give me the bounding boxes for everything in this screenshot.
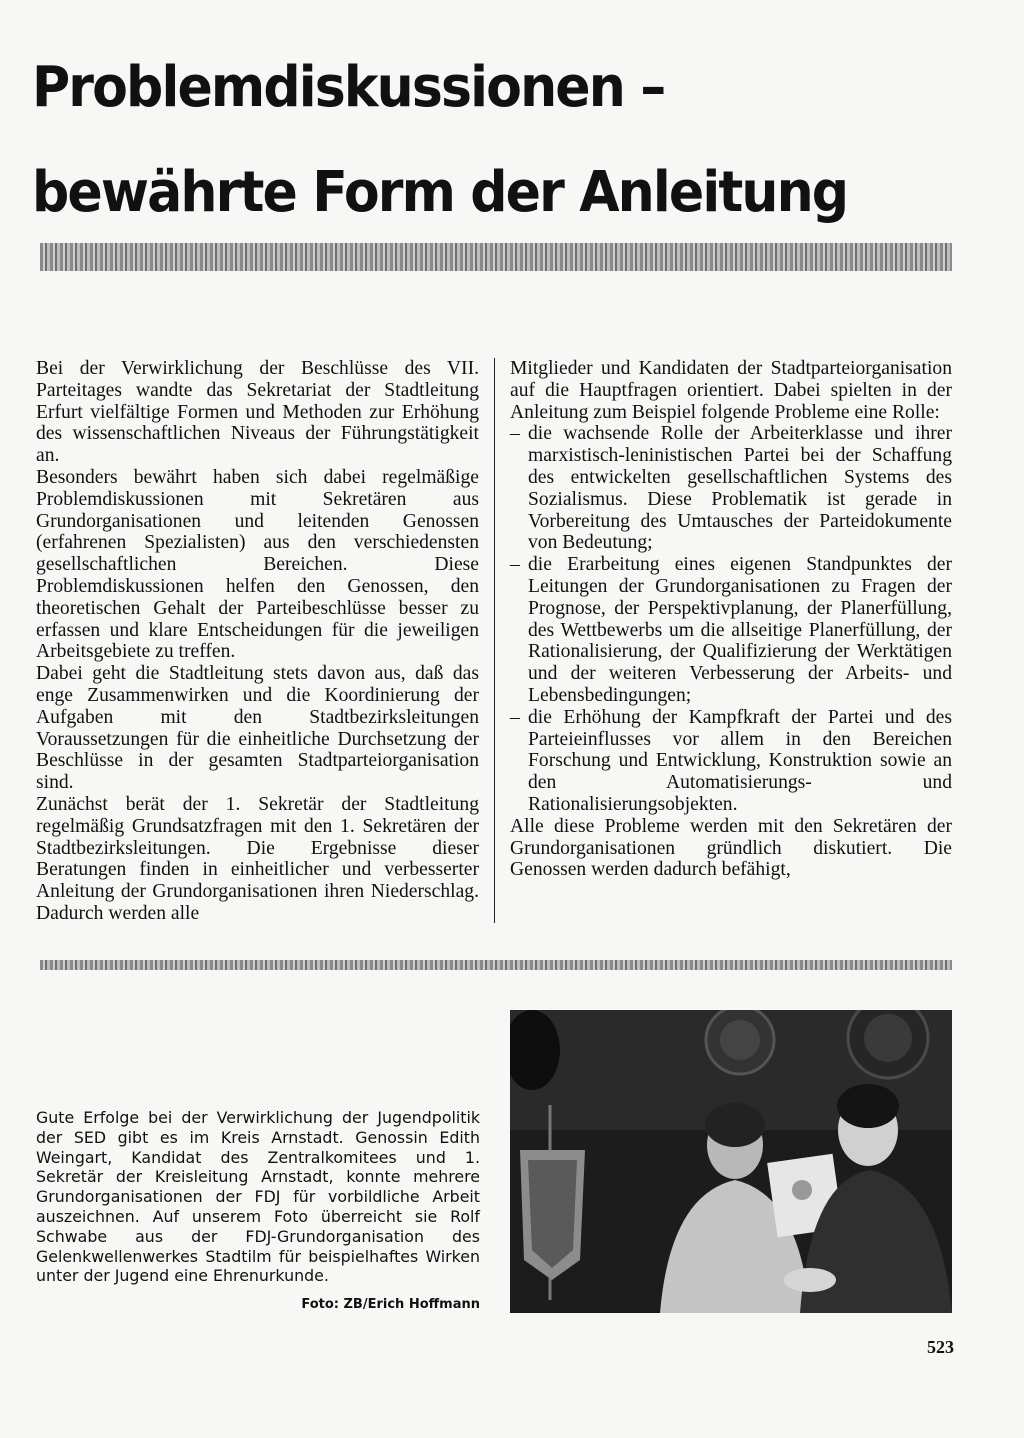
paragraph: Bei der Verwirklichung der Beschlüsse des VII. Parteitages wandte das Sekretariat der Stadtleitung Erfurt vielfältige Formen und Methoden zur Erhöhung des wissenschaftlichen Niveaus der Führungstätigkeit an. — [36, 358, 479, 467]
halftone-rule-bottom — [40, 960, 952, 970]
list-item: – die Erarbeitung eines eigenen Standpunktes der Leitungen der Grundorganisationen zu Fragen der Prognose, der Perspektivplanung, der Planerfüllung, des Wettbewerbs um die allseitige Planerfüllung, der Rationalisierung, der Qualifizierung der Werktätigen und der weiteren Verbesserung der Arbeits- und Lebensbedingungen; — [510, 554, 952, 707]
photo-credit: Foto: ZB/Erich Hoffmann — [301, 1297, 480, 1312]
column-divider — [494, 358, 495, 923]
paragraph: Mitglieder und Kandidaten der Stadtparteiorganisation auf die Hauptfragen orientiert. Dabei spielten in der Anleitung zum Beispiel folgende Probleme eine Rolle: — [510, 358, 952, 423]
paragraph: Dabei geht die Stadtleitung stets davon aus, daß das enge Zusammenwirken und die Koordinierung der Aufgaben mit den Stadtbezirksleitungen Voraussetzungen für die einheitliche Durchsetzung der Beschlüsse in der gesamten Stadtparteiorganisation sind. — [36, 663, 479, 794]
list-item: – die wachsende Rolle der Arbeiterklasse und ihrer marxistisch-leninistischen Partei bei der Schaffung des entwickelten gesellschaftlichen Systems des Sozialismus. Diese Problematik ist gerade in Vorbereitung des Umtausches der Parteidokumente von Bedeutung; — [510, 423, 952, 554]
title-line-1: Problemdiskussionen – — [32, 55, 665, 120]
paragraph: Besonders bewährt haben sich dabei regelmäßige Problemdiskussionen mit Sekretären aus Grundorganisationen und leitenden Genossen (erfahrenen Spezialisten) aus den verschiedensten gesellschaftlichen Bereichen. Diese Problemdiskussionen helfen den Genossen, den theoretischen Gehalt der Parteibeschlüsse besser zu erfassen und klare Entscheidungen für die jeweiligen Arbeitsgebiete zu treffen. — [36, 466, 479, 663]
title-line-2: bewährte Form der Anleitung — [32, 160, 848, 225]
article-title — [32, 55, 869, 225]
left-column — [36, 358, 479, 925]
page-number: 523 — [927, 1337, 954, 1357]
right-column — [510, 358, 952, 881]
award-photo — [510, 1010, 952, 1313]
halftone-rule-top — [40, 243, 952, 271]
problem-list — [510, 423, 952, 815]
paragraph: Alle diese Probleme werden mit den Sekretären der Grundorganisationen gründlich diskutiert. Die Genossen werden dadurch befähigt, — [510, 815, 952, 881]
paragraph: Zunächst berät der 1. Sekretär der Stadtleitung regelmäßig Grundsatzfragen mit den 1. Sekretären der Stadtbezirksleitungen. Die Ergebnisse dieser Beratungen finden in einheitlicher und verbesserter Anleitung der Grundorganisationen ihren Niederschlag. Dadurch werden alle — [36, 793, 479, 924]
photo-caption: Gute Erfolge bei der Verwirklichung der Jugendpolitik der SED gibt es im Kreis Arnstadt. Genossin Edith Weingart, Kandidat des Zentralkomitees und 1. Sekretär der Kreisleitung Arnstadt, konnte mehrere Grundorganisationen der FDJ für vorbildliche Arbeit auszeichnen. Auf unserem Foto überreicht sie Rolf Schwabe aus der FDJ-Grundorganisation des Gelenkwellenwerkes Stadtilm für beispielhaftes Wirken unter der Jugend eine Ehrenurkunde. — [36, 1108, 480, 1286]
list-item: – die Erhöhung der Kampfkraft der Partei und des Parteieinflusses vor allem in den Bereichen Forschung und Entwicklung, Konstruktion sowie an den Automatisierungs- und Rationalisierungsobjekten. — [510, 707, 952, 816]
